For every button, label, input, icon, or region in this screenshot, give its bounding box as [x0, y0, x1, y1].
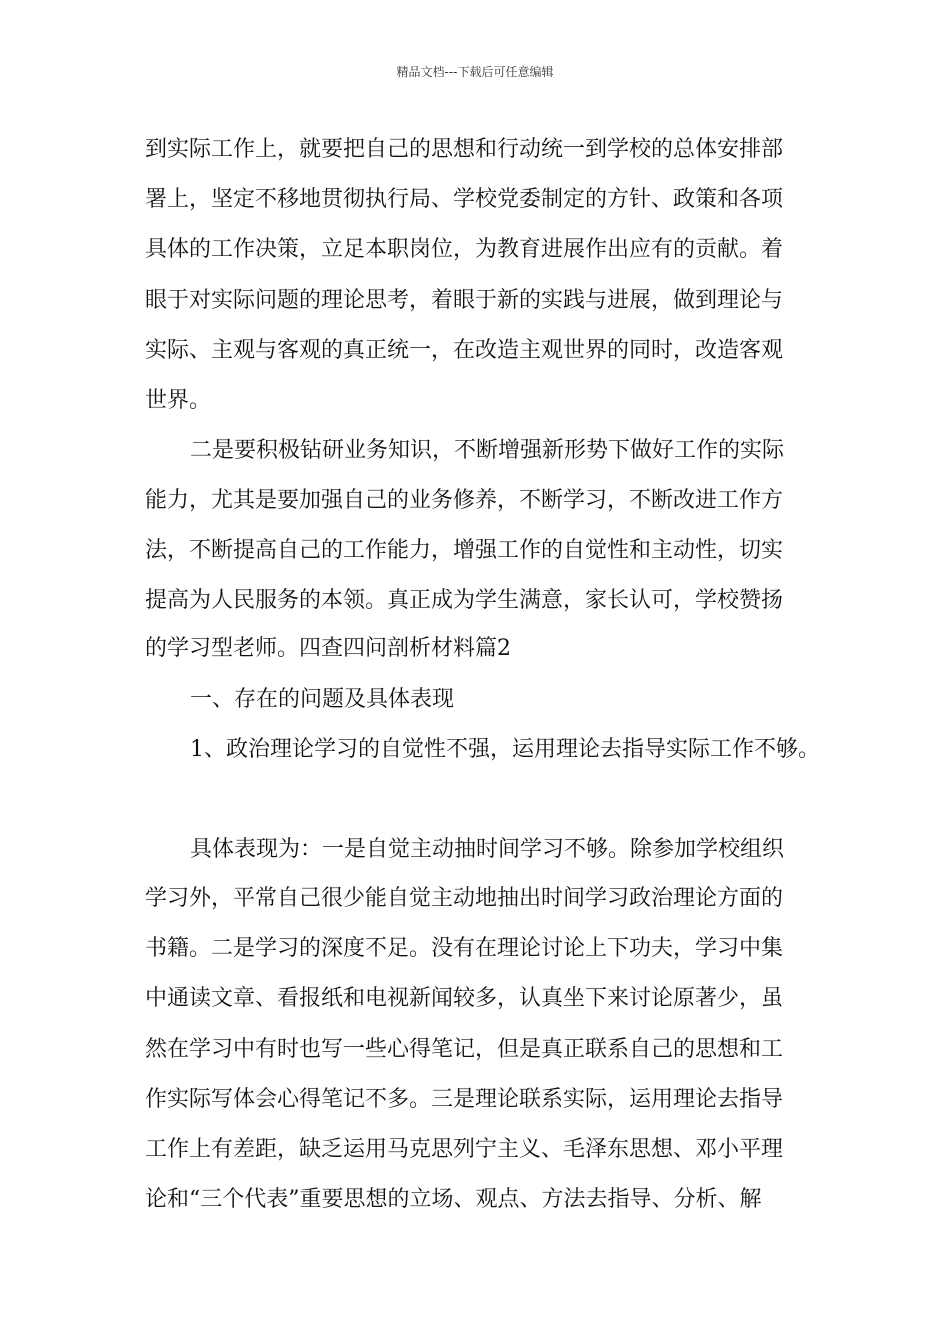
text-line: 1、政治理论学习的自觉性不强，运用理论去指导实际工作不够。: [190, 737, 820, 762]
text-line: 到实际工作上，就要把自己的思想和行动统一到学校的总体安排部: [145, 137, 784, 162]
text-line: 世界。: [145, 388, 212, 413]
section-heading: 一、存在的问题及具体表现: [190, 687, 455, 712]
text-line: 然在学习中有时也写一些心得笔记，但是真正联系自己的思想和工: [145, 1037, 784, 1062]
text-line: 作实际写体会心得笔记不多。三是理论联系实际，运用理论去指导: [145, 1087, 784, 1112]
text-line: 二是要积极钻研业务知识，不断增强新形势下做好工作的实际: [190, 438, 785, 463]
text-line: 署上，坚定不移地贯彻执行局、学校党委制定的方针、政策和各项: [145, 187, 784, 212]
text-line: 论和“三个代表”重要思想的立场、观点、方法去指导、分析、解: [145, 1187, 762, 1212]
text-line: 的学习型老师。四查四问剖析材料篇2: [145, 636, 511, 661]
text-line: 中通读文章、看报纸和电视新闻较多，认真坐下来讨论原著少，虽: [145, 986, 784, 1011]
text-line: 眼于对实际问题的理论思考，着眼于新的实践与进展，做到理论与: [145, 288, 784, 313]
text-line: 具体表现为：一是自觉主动抽时间学习不够。除参加学校组织: [190, 837, 785, 862]
text-line: 具体的工作决策，立足本职岗位，为教育进展作出应有的贡献。着: [145, 237, 784, 262]
text-line: 法，不断提高自己的工作能力，增强工作的自觉性和主动性，切实: [145, 538, 784, 563]
text-line: 提高为人民服务的本领。真正成为学生满意，家长认可，学校赞扬: [145, 588, 784, 613]
text-line: 学习外，平常自己很少能自觉主动地抽出时间学习政治理论方面的: [145, 886, 784, 911]
text-line: 工作上有差距，缺乏运用马克思列宁主义、毛泽东思想、邓小平理: [145, 1137, 784, 1162]
page-header: 精品文档---下载后可任意编辑: [396, 65, 554, 79]
text-line: 实际、主观与客观的真正统一，在改造主观世界的同时，改造客观: [145, 338, 784, 363]
text-line: 书籍。二是学习的深度不足。没有在理论讨论上下功夫，学习中集: [145, 936, 784, 961]
text-line: 能力，尤其是要加强自己的业务修养，不断学习，不断改进工作方: [145, 488, 784, 513]
